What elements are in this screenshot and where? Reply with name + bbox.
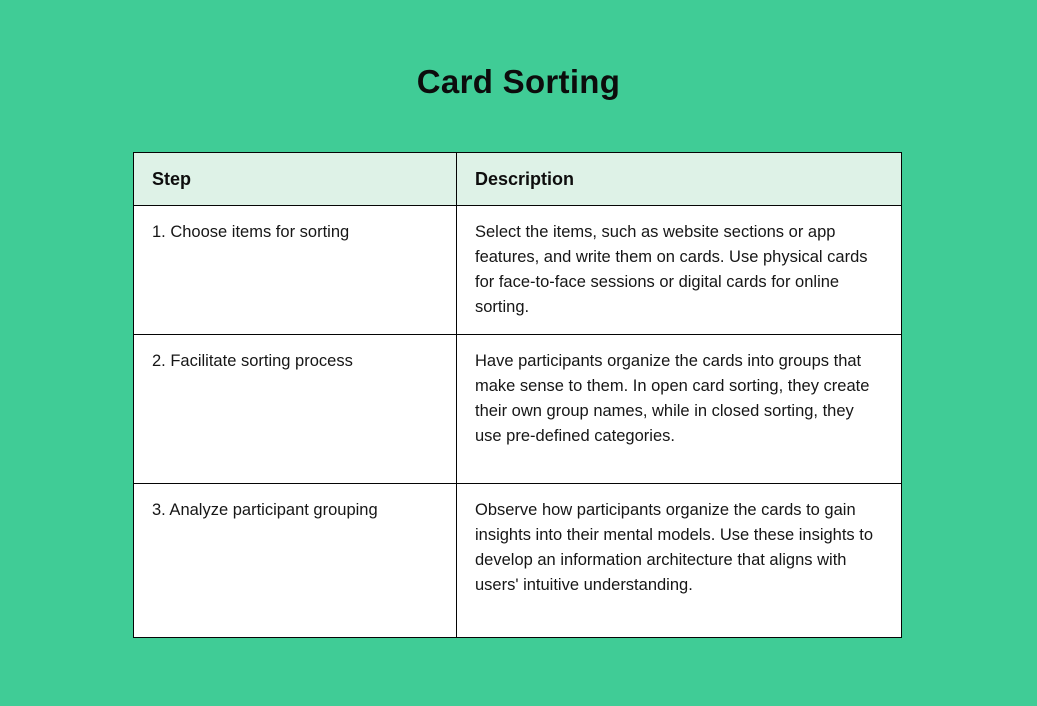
- step-cell: 3. Analyze participant grouping: [134, 484, 457, 638]
- table-row: [134, 484, 902, 638]
- column-header-step: Step: [134, 153, 457, 206]
- table-row: [134, 335, 902, 484]
- table-header-row: [134, 153, 902, 206]
- description-cell: Observe how participants organize the cards to gain insights into their mental models. Use these insights to develop an information architecture that aligns with users' intuitive understanding.: [457, 484, 902, 638]
- description-cell: Select the items, such as website sections or app features, and write them on cards. Use physical cards for face-to-face sessions or digital cards for online sorting.: [457, 206, 902, 335]
- description-cell: Have participants organize the cards into groups that make sense to them. In open card sorting, they create their own group names, while in closed sorting, they use pre-defined categories.: [457, 335, 902, 484]
- table-row: [134, 206, 902, 335]
- step-cell: 1. Choose items for sorting: [134, 206, 457, 335]
- page-title: Card Sorting: [416, 63, 621, 100]
- column-header-description: Description: [457, 153, 902, 206]
- step-cell: 2. Facilitate sorting process: [134, 335, 457, 484]
- steps-table: [133, 152, 902, 638]
